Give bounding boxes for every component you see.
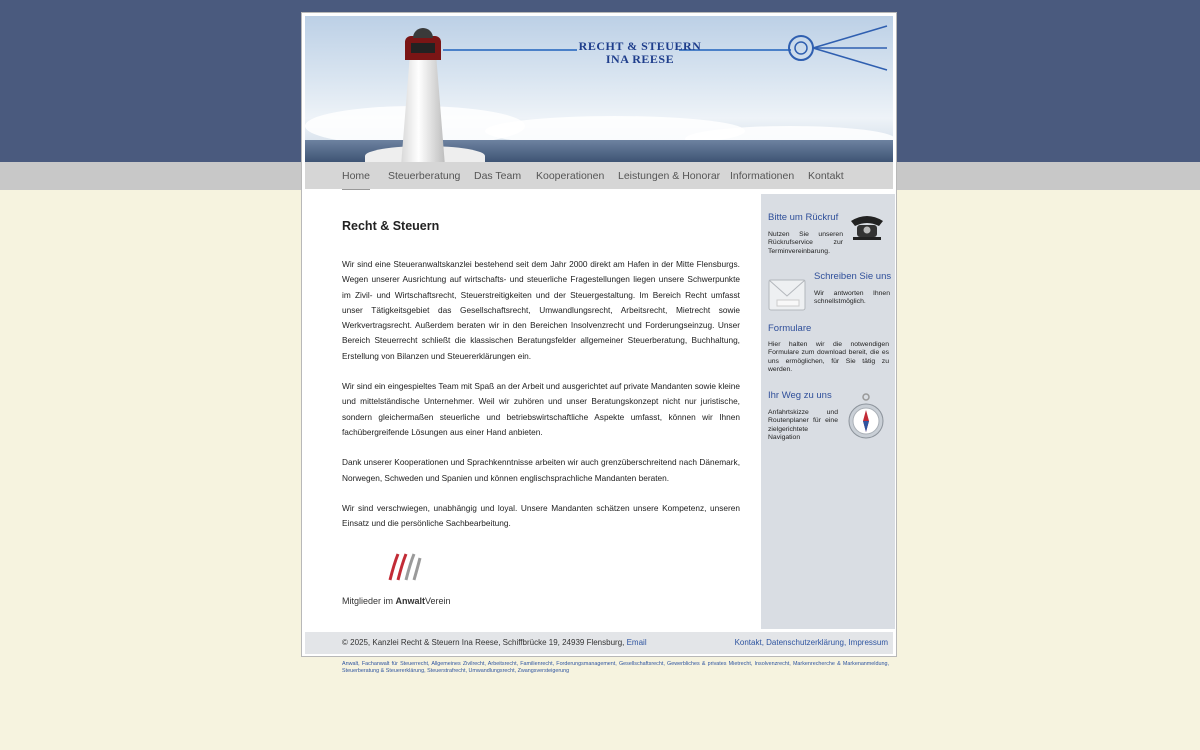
intro-paragraph: Wir sind eine Steueranwaltskanzlei bestehend seit dem Jahr 2000 direkt am Hafen in der Mitte Flensburgs. Wegen unserer Ausrichtung auf wirtschafts- und steuerliche Fragestellungen liegen unsere Schwerpunkte im Zivil- und Wirtschaftsrecht, Steuerstreitigkeiten und der Steuergestaltung. Im Bereich Recht umfasst unser Tätigkeitsgebiet das Gesellschaftsrecht, Umwandlungsrecht, Arbeitsrecht, Mietrecht sowie Werkvertragsrecht. Außerdem beraten wir in den Bereichen Insolvenzrecht und Forderungseinzug. Unser Bereich Steuerrecht schließt die klassischen Beratungsfelder allgemeiner Steuerberatung, Buchhaltung, Erstellung von Bilanzen und Steuererklärungen ein. (342, 259, 740, 361)
cooperation-paragraph: Dank unserer Kooperationen und Sprachkenntnisse arbeiten wir auch grenzüberschreitend nach Dänemark, Norwegen, Schweden und Spanien und können englischsprachliche Mandanten beraten. (342, 457, 740, 483)
anwaltverein-prefix: Mitglieder im (342, 596, 396, 606)
sidebar (761, 194, 895, 629)
footer-link-kontakt[interactable]: Kontakt (734, 638, 762, 647)
callback-text: Nutzen Sie unseren Rückrufservice zur Terminvereinbarung. (768, 231, 843, 255)
values-paragraph: Wir sind verschwiegen, unabhängig und loyal. Unsere Mandanten schätzen unsere Kompetenz, unseren Einsatz und die persönliche Sachbearbeitung. (342, 502, 740, 529)
anwaltverein-suffix: Verein (425, 596, 451, 606)
lighthouse-image (401, 56, 445, 162)
envelope-icon[interactable] (767, 274, 809, 312)
write-title[interactable]: Schreiben Sie uns (814, 271, 892, 282)
main-content (342, 219, 740, 531)
callback-title[interactable]: Bitte um Rückruf (768, 212, 839, 223)
beam-line-left (443, 49, 577, 51)
write-text: Wir antworten Ihnen schnellstmöglich. (814, 290, 890, 306)
route-title[interactable]: Ihr Weg zu uns (768, 390, 832, 401)
lighthouse-glass (411, 43, 435, 53)
lighthouse-roof (413, 28, 433, 38)
brand-line-2: INA REESE (605, 52, 675, 66)
anwaltverein-bold: Anwalt (395, 596, 426, 606)
nav-item-kontakt[interactable]: Kontakt (808, 170, 844, 182)
route-text: Anfahrtskizze und Routenplaner für eine zielgerichtete Navigation (768, 409, 838, 441)
keyword-tags[interactable]: Anwalt, Fachanwalt für Steuerrecht, Allgemeines Zivilrecht, Arbeitsrecht, Familienrecht, Forderungsmanagement, Gesellschaftsrecht, Gewerbliches & privates Mietrecht, Insolvenzrecht, Markenrecherche & Markenanmeldung, Steuerberatung & Steuererklärung, Steuerstrafrecht, Umwandlungsrecht, Zwangsversteigerung (342, 661, 889, 674)
footer-link-datenschutz[interactable]: Datenschutzerklärung (766, 638, 844, 647)
anwaltverein-emblem-icon (384, 550, 424, 586)
telephone-icon[interactable] (849, 213, 885, 241)
nav-item-home[interactable]: Home (342, 162, 370, 190)
footer (305, 632, 893, 654)
nav-item-steuerberatung[interactable]: Steuerberatung (388, 170, 461, 182)
footer-copyright (342, 638, 647, 647)
page-frame (301, 12, 897, 657)
anwaltverein-text (342, 596, 451, 606)
footer-email-link[interactable]: Email (626, 638, 647, 647)
nav-item-informationen[interactable]: Informationen (730, 170, 795, 182)
forms-text: Hier halten wir die notwendigen Formulare zum download bereit, die es uns ermöglichen, für Sie tätig zu werden. (768, 341, 889, 373)
forms-title[interactable]: Formulare (768, 323, 812, 334)
anwaltverein-logo (342, 550, 462, 610)
team-paragraph: Wir sind ein eingespieltes Team mit Spaß an der Arbeit und ausgerichtet auf private Mandanten sowie kleine und mittelständische Unternehmer. Weil wir zuhören und unser Beratungskonzept nicht nur juristische, sondern gleichermaßen steuerliche und betriebswirtschaftliche Aspekte umfasst, können wir Ihnen fachübergreifende Lösungen aus einer Hand anbieten. (342, 381, 740, 437)
nav-item-kooperationen[interactable]: Kooperationen (536, 170, 605, 182)
nav-item-das-team[interactable]: Das Team (474, 170, 522, 182)
copyright-text: © 2025, Kanzlei Recht & Steuern Ina Reese, Schiffbrücke 19, 24939 Flensburg, (342, 638, 627, 647)
brand-line-1: RECHT & STEUERN (578, 39, 702, 53)
beacon-icon (783, 24, 891, 82)
header-banner (305, 16, 893, 162)
footer-links: Kontakt, Datenschutzerklärung, Impressum (734, 638, 888, 647)
main-navigation (305, 162, 893, 189)
compass-icon[interactable] (847, 392, 885, 442)
page-title: Recht & Steuern (342, 219, 440, 233)
footer-link-impressum[interactable]: Impressum (848, 638, 888, 647)
nav-item-leistungen[interactable]: Leistungen & Honorar (618, 170, 721, 182)
brand-logo (575, 40, 705, 66)
